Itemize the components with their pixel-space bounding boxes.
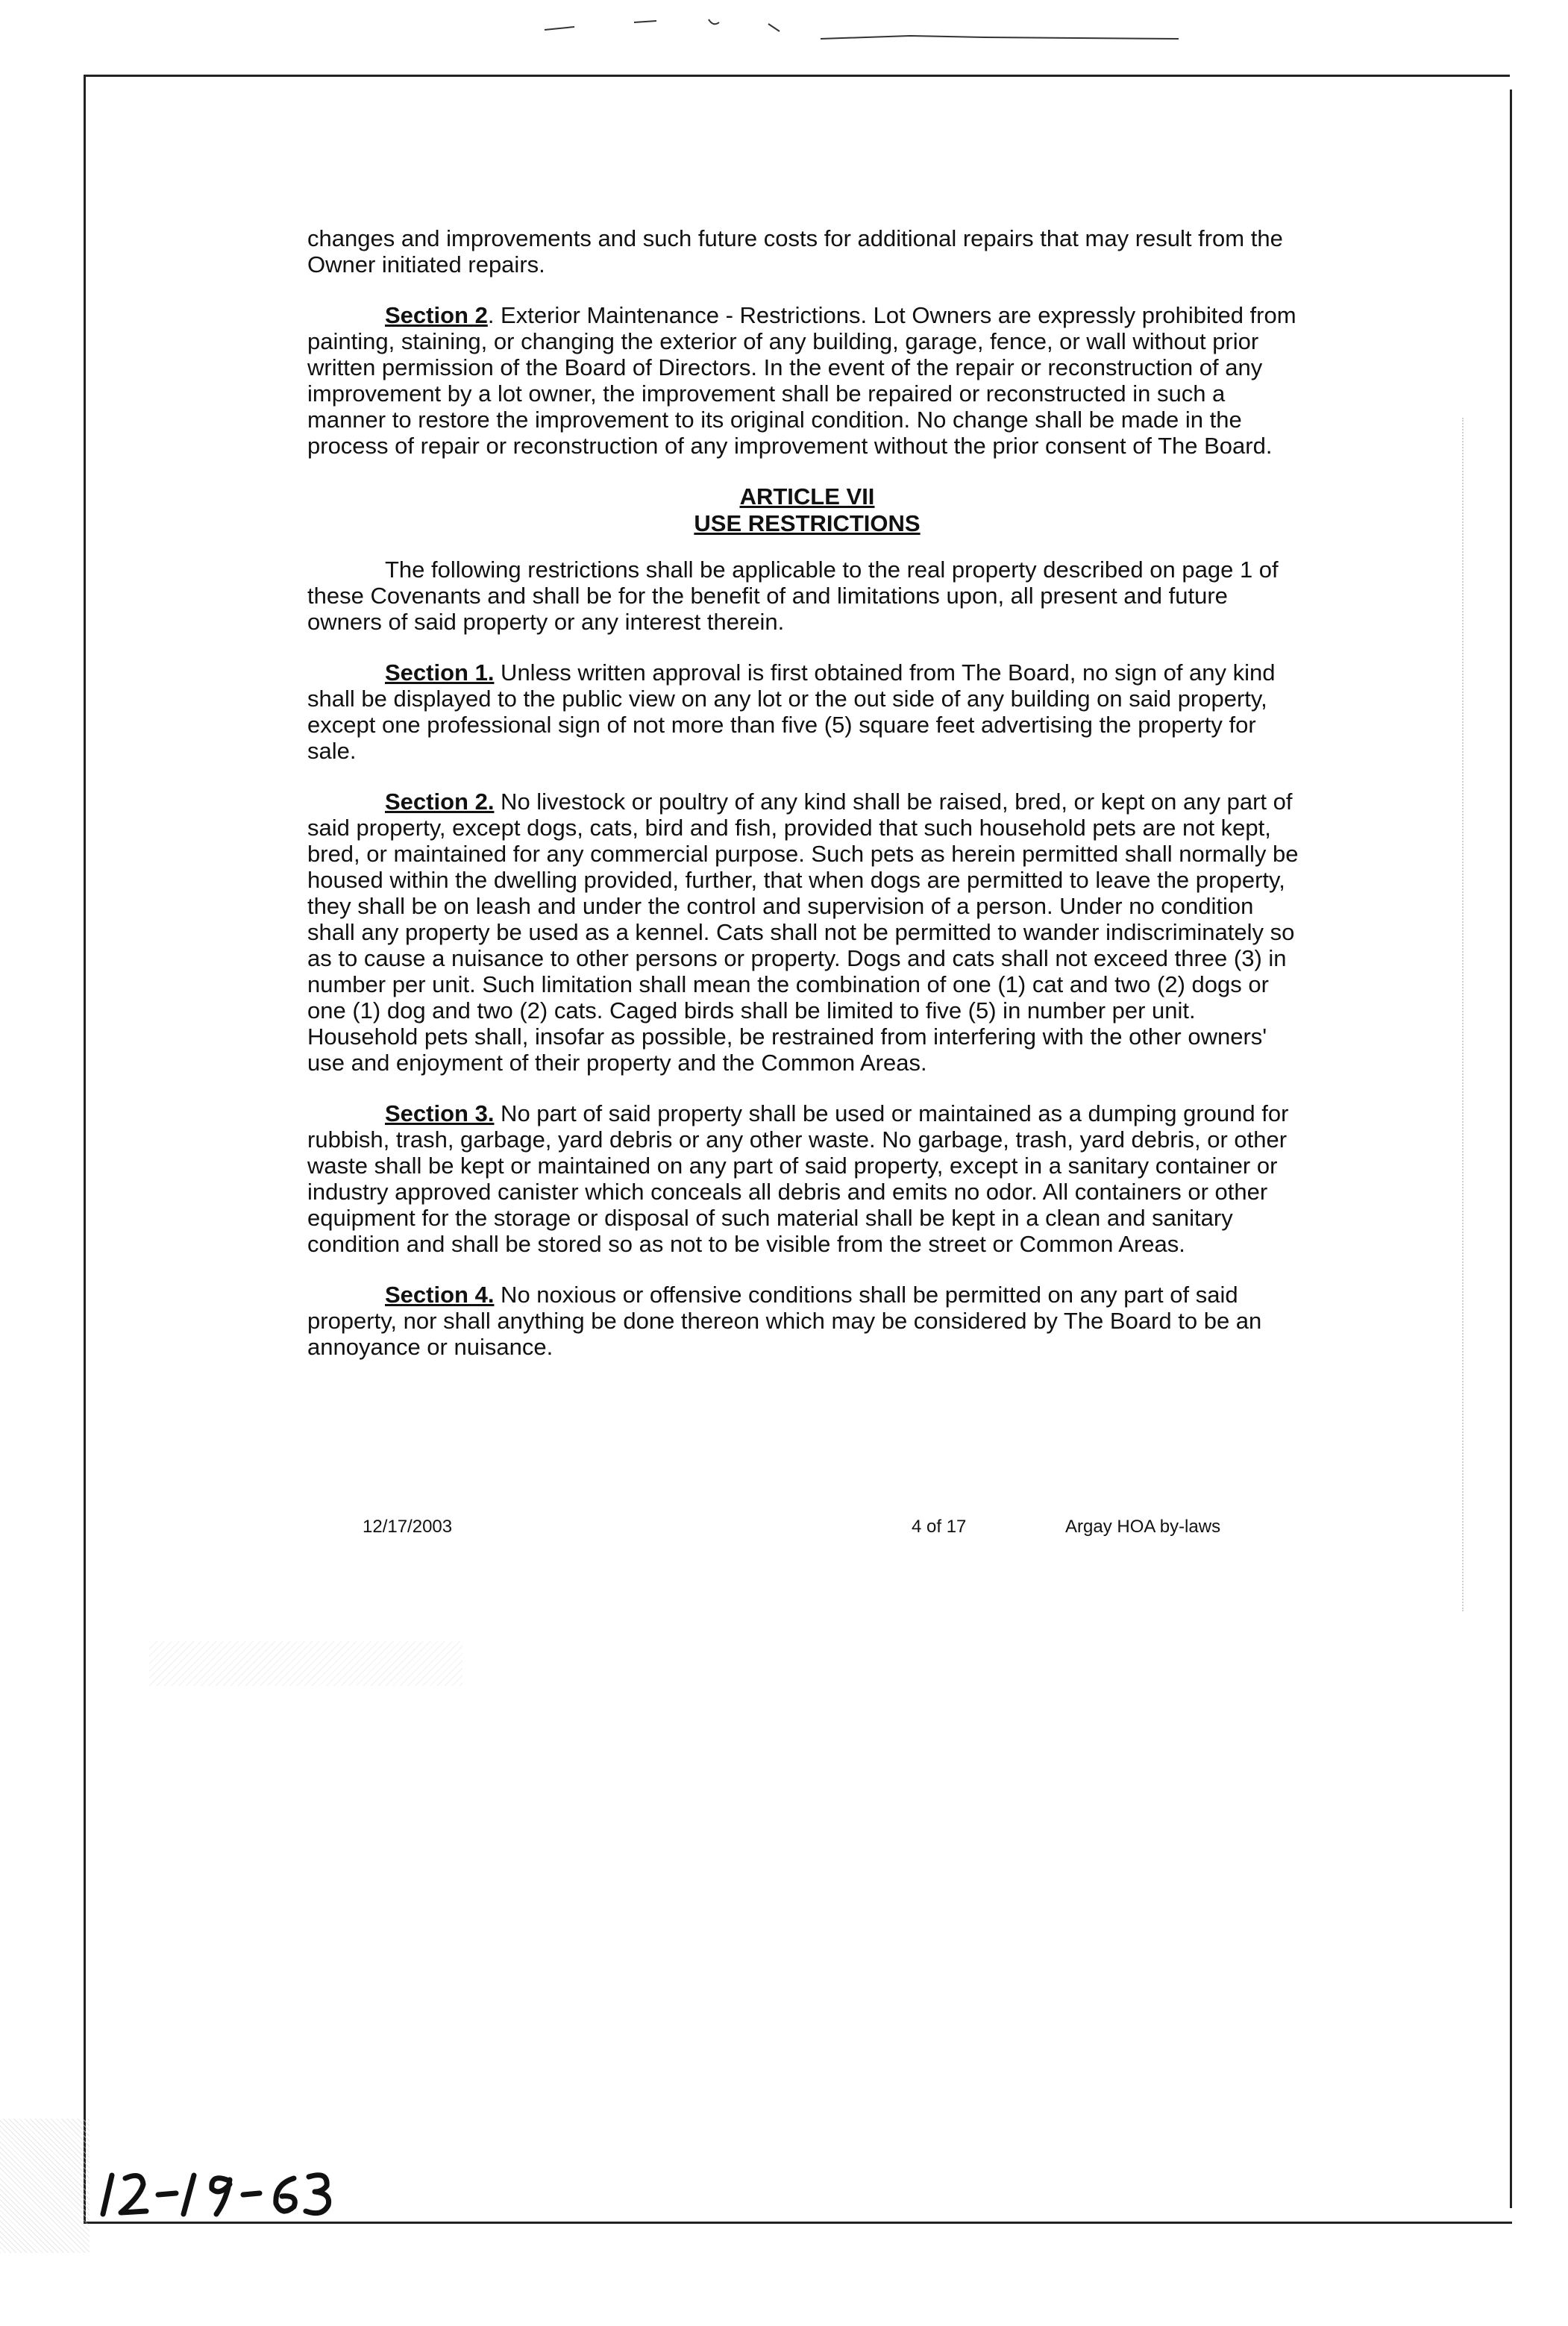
section-heading: Section 2 [385, 302, 488, 328]
section-heading: Section 3. [385, 1100, 495, 1126]
article-title: USE RESTRICTIONS [694, 510, 921, 536]
article-intro: The following restrictions shall be applicable to the real property described on page 1 of these Covenants and shall be for the benefit of and limitations upon, all present and future owners of said property or any interest therein. [307, 557, 1279, 635]
frame-line-top [84, 75, 1510, 77]
article-heading [307, 483, 1307, 537]
section-nuisance [307, 1282, 1307, 1360]
document-body [307, 225, 1307, 1385]
article-number: ARTICLE VII [739, 483, 875, 510]
frame-line-bottom [84, 2222, 1512, 2224]
section-text: . Exterior Maintenance - Restrictions. Lot Owners are expressly prohibited from painting, staining, or changing the exterior of any building, garage, fence, or wall without prior written permission of the Board of Directors. In the event of the repair or reconstruction of any improvement by a lot owner, the improvement shall be repaired or reconstructed in such a manner to restore the improvement to its original condition. No change shall be made in the process of repair or reconstruction of any improvement without the prior consent of The Board. [307, 302, 1296, 459]
footer-date: 12/17/2003 [363, 1517, 453, 1537]
section-waste [307, 1100, 1307, 1257]
frame-line-right [1510, 90, 1512, 2208]
section-exterior-maintenance [307, 302, 1307, 459]
scan-noise-right [1462, 418, 1464, 1611]
section-pets [307, 789, 1307, 1076]
section-heading: Section 1. [385, 659, 495, 686]
footer-page-number: 4 of 17 [912, 1517, 967, 1537]
section-text: No part of said property shall be used or maintained as a dumping ground for rubbish, trash, garbage, yard debris or any other waste. No garbage, trash, yard debris, or other waste shall be kept or maintained on any part of said property, except in a sanitary container or industry approved canister which conceals all debris and emits no odor. All containers or other equipment for the storage or disposal of such material shall be kept in a clean and sanitary condition and shall be stored so as not to be visible from the street or Common Areas. [307, 1100, 1289, 1257]
section-heading: Section 2. [385, 789, 495, 815]
handwritten-note [95, 2160, 357, 2220]
section-heading: Section 4. [385, 1282, 495, 1308]
scan-noise-smudge [149, 1641, 462, 1686]
section-text: Unless written approval is first obtained from The Board, no sign of any kind shall be displayed to the public view on any lot or the out side of any building on said property, except one professional sign of not more than five (5) square feet advertising the property for sale. [307, 659, 1276, 764]
footer-document-title: Argay HOA by-laws [1065, 1517, 1221, 1537]
scan-artifact-top [522, 13, 1194, 43]
scan-noise-corner [0, 2119, 90, 2253]
section-text: No noxious or offensive conditions shall be permitted on any part of said property, nor shall anything be done thereon which may be considered by The Board to be an annoyance or nuisance. [307, 1282, 1262, 1360]
section-text: No livestock or poultry of any kind shall be raised, bred, or kept on any part of said property, except dogs, cats, bird and fish, provided that such household pets are not kept, bred, or maintained for any commercial purpose. Such pets as herein permitted shall normally be housed within the dwelling provided, further, that when dogs are permitted to leave the property, they shall be on leash and under the control and supervision of a person. Under no condition shall any property be used as a kennel. Cats shall not be permitted to wander indiscriminately so as to cause a nuisance to other persons or property. Dogs and cats shall not exceed three (3) in number per unit. Such limitation shall mean the combination of one (1) cat and two (2) dogs or one (1) dog and two (2) cats. Caged birds shall be limited to five (5) in number per unit. Household pets shall, insofar as possible, be restrained from interfering with the other owners' use and enjoyment of their property and the Common Areas. [307, 789, 1299, 1076]
section-signs [307, 659, 1307, 764]
paragraph-continuation: changes and improvements and such future costs for additional repairs that may result from the Owner initiated repairs. [307, 225, 1283, 278]
frame-line-left [84, 75, 86, 2223]
